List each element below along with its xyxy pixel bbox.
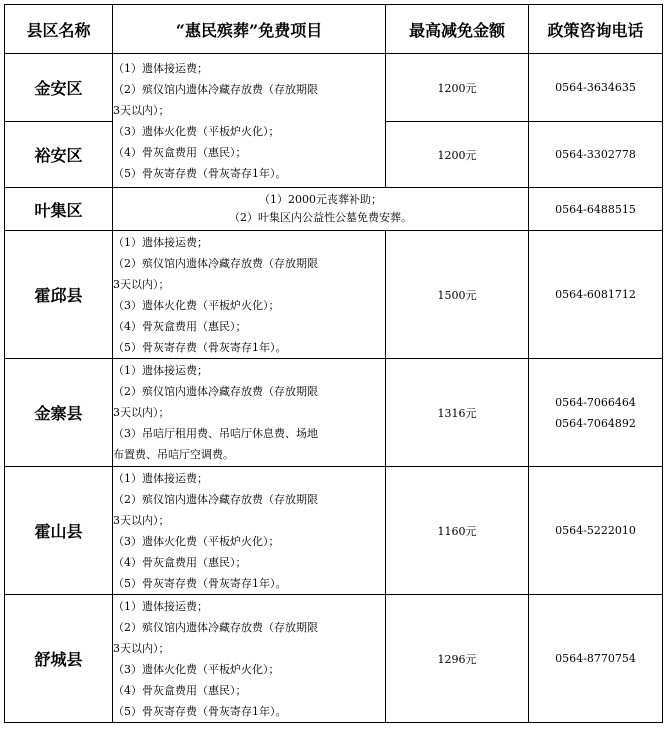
item-line: （2）殡仪馆内遗体冷藏存放费（存放期限	[113, 620, 318, 634]
free-items-shared	[113, 54, 386, 188]
item-line: 3天以内）；	[113, 406, 170, 419]
county-name: 叶集区	[5, 188, 113, 231]
item-line: （2）殡仪馆内遗体冷藏存放费（存放期限	[113, 385, 318, 398]
county-name: 金安区	[5, 54, 113, 122]
county-name: 金寨县	[5, 359, 113, 467]
phone-number: 0564-5222010	[555, 524, 636, 537]
item-line: 3天以内）；	[113, 103, 170, 117]
item-line: （5）骨灰寄存费（骨灰寄存1年）。	[113, 704, 287, 718]
item-line: （3）遗体火化费（平板炉火化）；	[113, 662, 280, 676]
max-amount: 1500元	[386, 231, 529, 359]
consult-phone	[529, 54, 663, 122]
header-county: 县区名称	[5, 5, 113, 54]
table-row	[5, 359, 663, 467]
phone-number: 0564-6081712	[555, 288, 636, 301]
funeral-policy-table	[4, 4, 663, 723]
free-items	[113, 231, 386, 359]
header-amount: 最高减免金额	[386, 5, 529, 54]
table-row	[5, 467, 663, 595]
table-row	[5, 595, 663, 723]
max-amount: 1160元	[386, 467, 529, 595]
free-items	[113, 595, 386, 723]
item-line: （3）遗体火化费（平板炉火化）；	[113, 298, 280, 312]
table-row	[5, 231, 663, 359]
free-items	[113, 359, 386, 467]
header-row	[5, 5, 663, 54]
header-phone: 政策咨询电话	[529, 5, 663, 54]
header-items: “惠民殡葬”免费项目	[113, 5, 386, 54]
consult-phone	[529, 595, 663, 723]
table-row	[5, 54, 663, 122]
item-line: （1）2000元丧葬补助；	[259, 193, 382, 206]
item-line: （5）骨灰寄存费（骨灰寄存1年）。	[113, 576, 287, 590]
item-line: （1）遗体接运费；	[113, 61, 208, 75]
table-row	[5, 188, 663, 231]
county-name: 裕安区	[5, 122, 113, 188]
item-line: （2）殡仪馆内遗体冷藏存放费（存放期限	[113, 492, 318, 506]
item-line: （4）骨灰盒费用（惠民）；	[113, 555, 247, 569]
item-line: （3）遗体火化费（平板炉火化）；	[113, 534, 280, 548]
max-amount: 1200元	[386, 122, 529, 188]
max-amount: 1316元	[386, 359, 529, 467]
free-items	[113, 188, 529, 231]
phone-number: 0564-7064892	[555, 416, 636, 430]
consult-phone	[529, 467, 663, 595]
item-line: （2）叶集区内公益性公墓免费安葬。	[229, 211, 412, 224]
item-line: （4）骨灰盒费用（惠民）；	[113, 145, 247, 159]
item-line: 3天以内）；	[113, 513, 170, 527]
item-line: （5）骨灰寄存费（骨灰寄存1年）。	[113, 166, 287, 180]
item-line: 3天以内）；	[113, 277, 170, 291]
consult-phone	[529, 359, 663, 467]
phone-number: 0564-7066464	[555, 395, 636, 409]
phone-number: 0564-3302778	[555, 148, 636, 161]
county-name: 霍邱县	[5, 231, 113, 359]
max-amount: 1296元	[386, 595, 529, 723]
consult-phone	[529, 122, 663, 188]
item-line: 布置费、吊唁厅空调费。	[113, 448, 234, 461]
item-line: （2）殡仪馆内遗体冷藏存放费（存放期限	[113, 82, 318, 96]
phone-number: 0564-3634635	[555, 81, 636, 94]
county-name: 霍山县	[5, 467, 113, 595]
item-line: （5）骨灰寄存费（骨灰寄存1年）。	[113, 340, 287, 354]
max-amount: 1200元	[386, 54, 529, 122]
item-line: （4）骨灰盒费用（惠民）；	[113, 683, 247, 697]
consult-phone	[529, 188, 663, 231]
item-line: 3天以内）；	[113, 641, 170, 655]
item-line: （1）遗体接运费；	[113, 235, 208, 249]
county-name: 舒城县	[5, 595, 113, 723]
item-line: （1）遗体接运费；	[113, 471, 208, 485]
item-line: （2）殡仪馆内遗体冷藏存放费（存放期限	[113, 256, 318, 270]
item-line: （4）骨灰盒费用（惠民）；	[113, 319, 247, 333]
item-line: （3）吊唁厅租用费、吊唁厅休息费、场地	[113, 427, 318, 440]
item-line: （1）遗体接运费；	[113, 599, 208, 613]
phone-number: 0564-8770754	[555, 652, 636, 665]
phone-number: 0564-6488515	[555, 202, 636, 216]
consult-phone	[529, 231, 663, 359]
free-items	[113, 467, 386, 595]
item-line: （1）遗体接运费；	[113, 364, 208, 377]
item-line: （3）遗体火化费（平板炉火化）；	[113, 124, 280, 138]
